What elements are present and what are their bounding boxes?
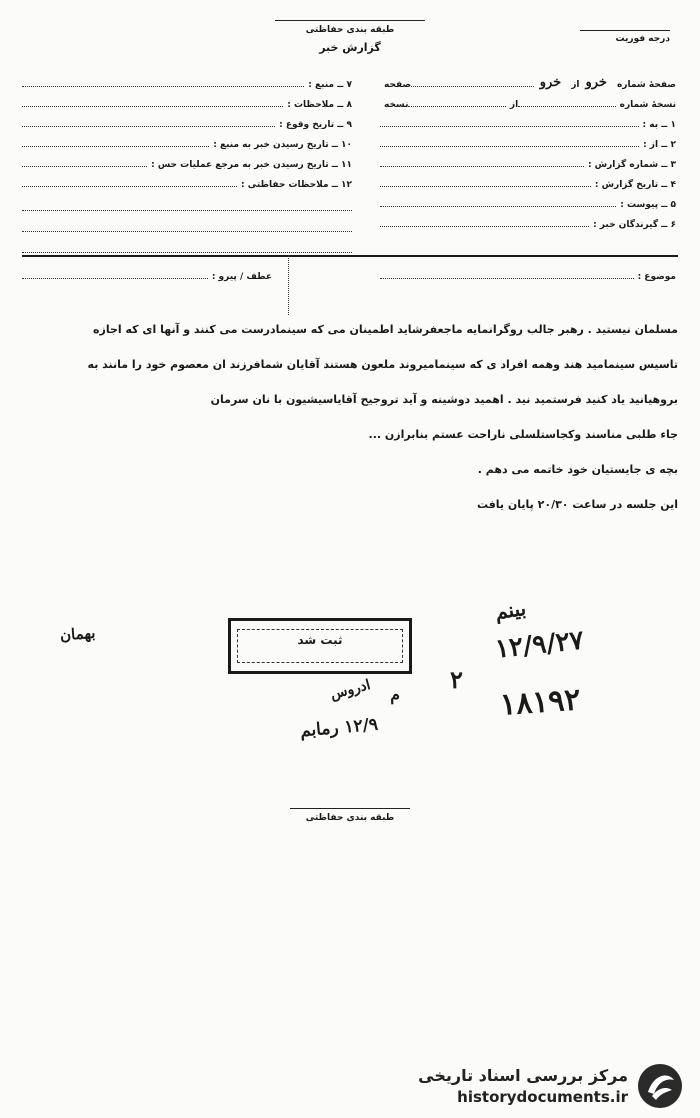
field-suffix-2: صفحه (384, 80, 412, 90)
field-dots (380, 176, 591, 187)
field-label: نسخهٔ شماره (619, 100, 676, 110)
blank-line (22, 198, 352, 211)
field-label: ۱ ــ به : (642, 120, 676, 130)
field-recipients (380, 210, 676, 230)
body-line: جاء طلبی مناسند وکجاستلسلی ناراحت عستم بنابرازن ... (368, 428, 678, 441)
field-dots (380, 136, 639, 147)
handwritten-date: ۱۲/۹/۲۷ (493, 625, 586, 665)
field-authority-received-date (22, 150, 352, 170)
field-dots (411, 76, 534, 87)
field-dots (380, 156, 584, 167)
handwritten-reference-prefix: م (389, 684, 401, 705)
field-occurrence-date (22, 110, 352, 130)
stamp-text: ثبت شد (297, 633, 343, 647)
fields-right (380, 70, 676, 230)
body-line: تاسیس سینمامید هند وهمه افراد ی که سینمامیروند ملعون هستند آقایان شمافرزند ان معصوم خود را مانند به (87, 358, 678, 371)
footer-classification: طبقه بندی حفاظتی (305, 813, 395, 823)
body-line: بروهیانید یاد کنید فرستمید نید . اهمید دوشینه و آید تروجیح آقایاسیشیون با نان سرمان (210, 393, 678, 406)
fields-left (22, 70, 352, 253)
field-report-number (380, 150, 676, 170)
field-label: ۳ ــ شماره گزارش : (587, 160, 676, 170)
field-source-received-date (22, 130, 352, 150)
body-line: مسلمان نیستید . رهبر جالب روگرانمایه ماجعفرشاید اطمینان می که سینمادرست می کنند و آنها ای که اجازه (93, 323, 678, 336)
field-value: خرو (585, 75, 607, 90)
reference-row (22, 262, 272, 282)
field-dots (408, 96, 505, 107)
field-label: صفحهٔ شماره (616, 80, 676, 90)
field-from (380, 130, 676, 150)
report-title: گزارش خبر (319, 41, 381, 54)
handwritten-initial: ادروس (328, 676, 373, 704)
field-dots (22, 176, 237, 187)
field-label: ۹ ــ تاریخ وقوع : (279, 120, 352, 130)
section-divider (22, 255, 678, 257)
field-attachment (380, 190, 676, 210)
body-line: این جلسه در ساعت ۲۰/۳۰ پایان یافت (476, 498, 678, 511)
field-source (22, 70, 352, 90)
subject-label: موضوع : (637, 272, 676, 282)
field-to (380, 110, 676, 130)
brand-logo-icon (636, 1062, 684, 1110)
handwritten-initial: ۱۲/۹ رمابم (299, 714, 379, 742)
field-label: ۲ ــ از : (643, 140, 676, 150)
handwritten-reference-number: ۱۸۱۹۲ (498, 682, 582, 723)
report-body (22, 312, 678, 522)
footer (250, 808, 450, 823)
brand-watermark (400, 1060, 690, 1112)
priority-label: درجه فوریت (615, 34, 670, 44)
field-dots (380, 196, 616, 207)
field-dots (22, 96, 283, 107)
field-dots (518, 96, 615, 107)
field-dots (22, 116, 275, 127)
field-dots (380, 216, 589, 227)
handwritten-signature-left: بهمان (59, 623, 96, 645)
handwritten-number: ۲ (450, 665, 463, 694)
field-suffix: از (571, 80, 580, 90)
subject-row (380, 262, 676, 282)
vertical-divider (288, 255, 289, 315)
header-center (250, 20, 450, 54)
handwritten-note: بینم (493, 595, 528, 625)
field-copy-number (380, 90, 676, 110)
field-page-number (380, 70, 676, 90)
field-label: ۴ ــ تاریخ گزارش : (594, 180, 676, 190)
brand-name: مرکز بررسی اسناد تاریخی (418, 1066, 628, 1085)
field-value-2: خرو (539, 75, 562, 90)
field-security-remarks (22, 170, 352, 190)
blank-line (22, 219, 352, 232)
field-dots (22, 136, 209, 147)
header-rule (275, 20, 425, 21)
field-remarks (22, 90, 352, 110)
field-dots (22, 268, 208, 279)
field-label: ۱۱ ــ تاریخ رسیدن خبر به مرجع عملیات حس : (151, 160, 352, 170)
field-dots (380, 268, 634, 279)
body-line: بچه ی جایستیان خود خاتمه می دهم . (477, 463, 678, 476)
field-dots (22, 156, 147, 167)
field-label: ۷ ــ منبع : (308, 80, 352, 90)
stamp (228, 618, 412, 674)
priority-box (560, 30, 670, 44)
field-dots (22, 76, 304, 87)
priority-rule (580, 30, 670, 31)
field-report-date (380, 170, 676, 190)
field-label: ۶ ــ گیرندگان خبر : (593, 220, 676, 230)
field-label: ۱۲ ــ ملاحظات حفاظتی : (241, 180, 352, 190)
field-label: ۵ ــ پیوست : (620, 200, 676, 210)
brand-url: historydocuments.ir (457, 1088, 628, 1106)
footer-rule (290, 808, 410, 809)
field-dots (380, 116, 639, 127)
classification-label: طبقه بندی حفاظتی (305, 25, 395, 35)
reference-label: عطف / پیرو : (211, 272, 272, 282)
field-suffix-2: نسخه (383, 100, 409, 110)
field-suffix: از (509, 100, 519, 110)
blank-line (22, 240, 352, 253)
field-label: ۱۰ ــ تاریخ رسیدن خبر به منبع : (213, 140, 352, 150)
field-label: ۸ ــ ملاحظات : (287, 100, 352, 110)
